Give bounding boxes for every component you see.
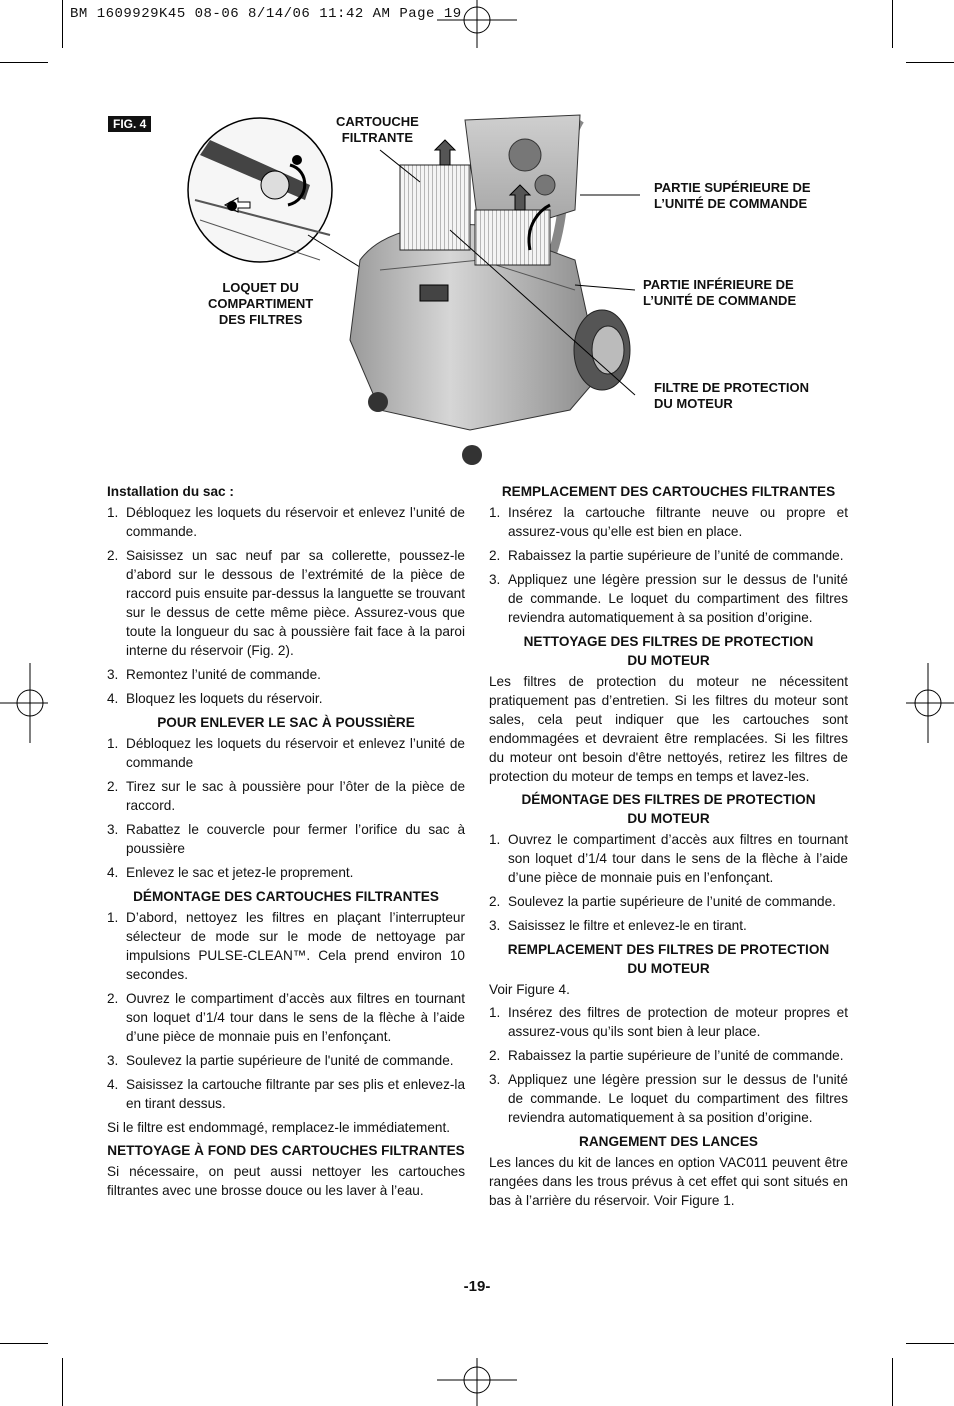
crop-mark [0, 62, 48, 63]
storage-heading: RANGEMENT DES LANCES [579, 1134, 758, 1149]
registration-mark-right [906, 663, 954, 743]
left-column [107, 482, 465, 1204]
list-item: 1. Débloquez les loquets du réservoir et enlevez l’unité de commande [107, 736, 465, 770]
list-item: 4. Bloquez les loquets du réservoir. [107, 691, 323, 706]
callout-filtre-moteur: FILTRE DE PROTECTION DU MOTEUR [654, 380, 810, 411]
install-heading: Installation du sac : [107, 484, 234, 499]
list-item: 2. Ouvrez le compartiment d’accès aux filtres en tournant son loquet d’1/4 tour dans le sens de la flèche à l’aide d’une pièce de monnaie puis en l’enfonçant. [107, 991, 465, 1044]
replace-motor-steps [489, 1003, 848, 1127]
storage-text: Les lances du kit de lances en option VAC011 peuvent être rangées dans les trous prévus à cet effet qui sont situés en bas à l’arrière du réservoir. Voir Figure 1. [489, 1155, 848, 1208]
registration-mark-bottom [437, 1358, 517, 1406]
list-item: 1. Insérez la cartouche filtrante neuve ou propre et assurez-vous qu’elle est bien en place. [489, 505, 848, 539]
list-item: 3. Soulevez la partie supérieure de l'unité de commande. [107, 1053, 454, 1068]
crop-mark [0, 1343, 48, 1344]
list-item: 3. Appliquez une légère pression sur le dessus de l'unité de commande. Le loquet du compartiment des filtres reviendra automatiquement à sa position d’origine. [489, 572, 848, 625]
remove-steps [107, 734, 465, 882]
list-item: 2. Rabaissez la partie supérieure de l’unité de commande. [489, 548, 844, 563]
replace-steps [489, 503, 848, 627]
page-number: -19- [463, 1278, 491, 1295]
list-item: 1. Ouvrez le compartiment d’accès aux filtres en tournant son loquet d’1/4 tour dans le sens de la flèche à l’aide d’une pièce de monnaie puis en l’enfonçant. [489, 832, 848, 885]
callout-cartouche-filtrante: CARTOUCHE FILTRANTE [336, 114, 419, 145]
list-item: 3. Appliquez une légère pression sur le dessus de l'unité de commande. Le loquet du compartiment des filtres reviendra automatiquement à sa position d’origine. [489, 1072, 848, 1125]
list-item: 1. Insérez des filtres de protection de moteur propres et assurez-vous qu’ils sont bien à leur place. [489, 1005, 848, 1039]
demont-motor-steps [489, 830, 848, 935]
clean-motor-text: Les filtres de protection du moteur ne nécessitent pratiquement pas d’entretien. Si les filtres du moteur sont sales, cela peut indiquer que les cartouches sont endommagées et devraient être remplacées. Si les filtres du moteur ont besoin d'être nettoyés, retirez les filtres de protection du moteur de temps en temps et lavez-les. [489, 674, 848, 784]
registration-mark-top [437, 0, 517, 48]
deep-clean-heading: NETTOYAGE À FOND DES CARTOUCHES FILTRANTES [107, 1143, 465, 1158]
list-item: 2. Saisissez un sac neuf par sa collerette, poussez-le d’abord sur le dessous de l’extrémité de la pièce de raccord puis ensuite par-dessus la languette se trouvant sur le dessus de cette même pièce. Assurez-vous que toute la longueur du sac à poussière fait face à la paroi interne du réservoir (Fig. 2). [107, 548, 465, 658]
list-item: 2. Soulevez la partie supérieure de l’unité de commande. [489, 894, 836, 909]
callout-partie-inferieure: PARTIE INFÉRIEURE DE L’UNITÉ DE COMMANDE [643, 277, 797, 308]
list-item: 3. Rabattez le couvercle pour fermer l’orifice du sac à poussière [107, 822, 465, 856]
install-steps [107, 503, 465, 708]
see-figure-note: Voir Figure 4. [489, 982, 570, 997]
callout-partie-superieure: PARTIE SUPÉRIEURE DE L’UNITÉ DE COMMANDE [654, 180, 811, 211]
latch-detail-circle [188, 118, 332, 262]
crop-mark [906, 62, 954, 63]
figure-label: FIG. 4 [108, 116, 151, 132]
list-item: 3. Saisissez le filtre et enlevez-le en tirant. [489, 918, 747, 933]
list-item: 1. Débloquez les loquets du réservoir et enlevez l’unité de commande. [107, 505, 465, 539]
list-item: 3. Remontez l’unité de commande. [107, 667, 321, 682]
list-item: 2. Rabaissez la partie supérieure de l’unité de commande. [489, 1048, 844, 1063]
demont-motor-heading: DÉMONTAGE DES FILTRES DE PROTECTION DU MOTEUR [521, 792, 816, 826]
right-column [489, 482, 848, 1214]
clean-motor-heading: NETTOYAGE DES FILTRES DE PROTECTION DU MOTEUR [523, 634, 814, 668]
printer-slug: BM 1609929K45 08-06 8/14/06 11:42 AM Page 19 [70, 6, 462, 22]
remove-heading: POUR ENLEVER LE SAC À POUSSIÈRE [157, 715, 415, 730]
registration-mark-left [0, 663, 48, 743]
deep-clean-text: Si nécessaire, on peut aussi nettoyer les cartouches filtrantes avec une brosse douce ou les laver à l’eau. [107, 1164, 465, 1198]
demont-heading: DÉMONTAGE DES CARTOUCHES FILTRANTES [133, 889, 439, 904]
replace-heading: REMPLACEMENT DES CARTOUCHES FILTRANTES [501, 484, 836, 499]
list-item: 4. Saisissez la cartouche filtrante par ses plis et enlevez-la en tirant dessus. [107, 1077, 465, 1111]
replace-motor-heading: REMPLACEMENT DES FILTRES DE PROTECTION DU MOTEUR [507, 942, 830, 976]
callout-loquet: LOQUET DU COMPARTIMENT DES FILTRES [208, 280, 314, 327]
crop-mark [62, 1358, 63, 1406]
crop-mark [62, 0, 63, 48]
damaged-note: Si le filtre est endommagé, remplacez-le immédiatement. [107, 1120, 451, 1135]
list-item: 4. Enlevez le sac et jetez-le proprement. [107, 865, 354, 880]
crop-mark [906, 1343, 954, 1344]
demont-steps [107, 908, 465, 1113]
list-item: 1. D’abord, nettoyez les filtres en plaçant l’interrupteur sélecteur de mode sur le mode de nettoyage par impulsions PULSE-CLEAN™. Cela prend environ 10 secondes. [107, 910, 465, 982]
crop-mark [892, 0, 893, 48]
crop-mark [892, 1358, 893, 1406]
list-item: 2. Tirez sur le sac à poussière pour l’ôter de la pièce de raccord. [107, 779, 465, 813]
